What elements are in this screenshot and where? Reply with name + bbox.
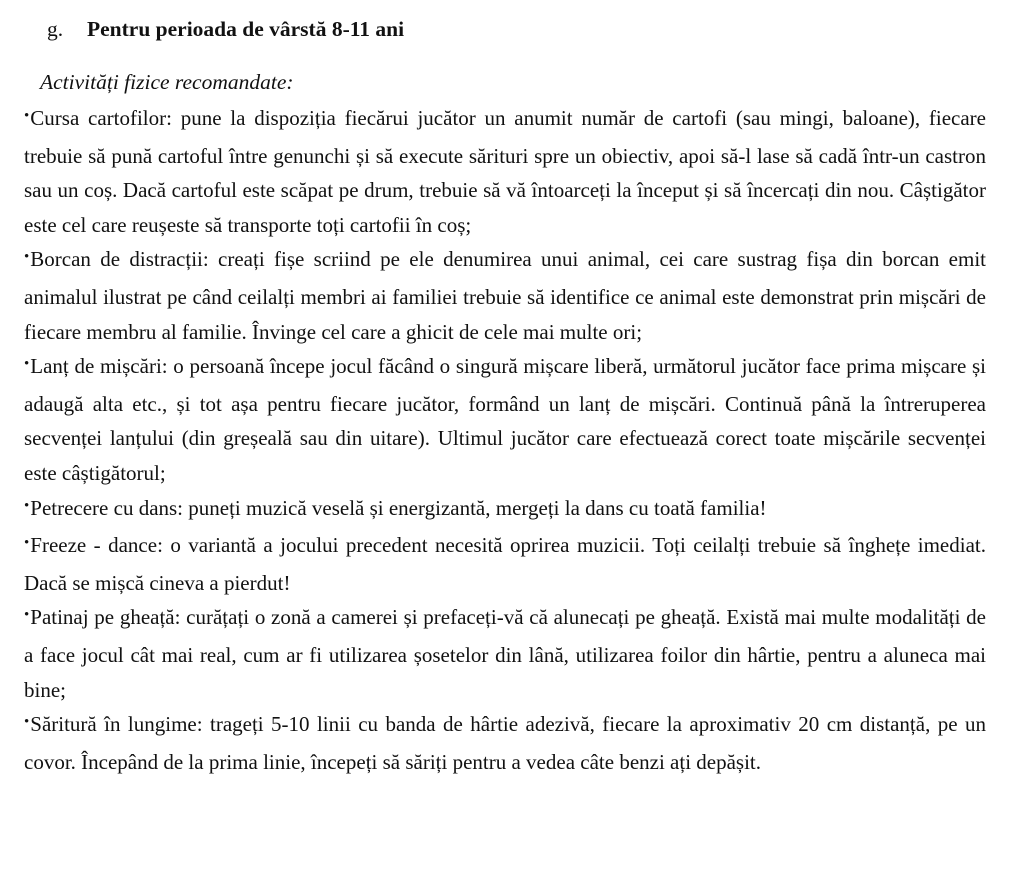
activity-item <box>24 349 986 490</box>
bullet-icon: • <box>24 607 30 624</box>
activity-item <box>24 600 986 707</box>
bullet-icon: • <box>24 535 30 552</box>
activity-text: Borcan de distracții: creați fișe scriind pe ele denumirea unui animal, cei care sustrag fișa din borcan emit animalul ilustrat pe când ceilalți membri ai familiei trebuie să identifice ce animal este demonstrat prin mișcări de fiecare membru al familie. Învinge cel care a ghicit de cele mai multe ori; <box>24 247 986 344</box>
activity-text: Patinaj pe gheață: curățați o zonă a camerei și prefaceți-vă că alunecați pe gheață. Există mai multe modalități de a face jocul cât mai real, cum ar fi utilizarea șosetelor din lână, utilizarea foilor din hârtie, pentru a aluneca mai bine; <box>24 605 986 702</box>
activity-text: Petrecere cu dans: puneți muzică veselă și energizantă, mergeți la dans cu toată familia! <box>30 495 767 520</box>
activity-item <box>24 491 986 529</box>
activity-item <box>24 242 986 349</box>
activity-item <box>24 101 986 242</box>
section-title: Pentru perioada de vârstă 8-11 ani <box>87 17 405 41</box>
bullet-icon: • <box>24 249 30 266</box>
activity-text: Lanț de mișcări: o persoană începe jocul făcând o singură mișcare liberă, următorul jucător face prima mișcare și adaugă alta etc., și tot așa pentru fiecare jucător, formând un lanț de mișcări. Continuă până la întreruperea secvenței lanțului (din greșeală sau din uitare). Ultimul jucător care efectuează corect toate mișcările secvenței este câștigătorul; <box>24 354 986 485</box>
bullet-icon: • <box>24 714 30 731</box>
activity-text: Cursa cartofilor: pune la dispoziția fiecărui jucător un anumit număr de cartofi (sau mingi, baloane), fiecare trebuie să pună cartoful între genunchi și să execute sărituri spre un obiectiv, apoi să-l lase să cadă într-un castron sau un coș. Dacă cartoful este scăpat pe drum, trebuie să vă întoarceți la început și să încercați din nou. Câștigător este cel care reușeste să transporte toți cartofii în coș; <box>24 106 986 237</box>
section-subtitle: Activități fizice recomandate: <box>40 70 294 94</box>
bullet-icon: • <box>24 108 30 124</box>
activity-item <box>24 707 986 779</box>
activity-list <box>24 101 986 779</box>
activity-text: Săritură în lungime: trageți 5-10 linii cu banda de hârtie adezivă, fiecare la aproximativ 20 cm distanță, pe un covor. Începând de la prima linie, începeți să săriți pentru a vedea câte benzi ați depășit. <box>24 712 986 774</box>
activity-item <box>24 528 986 600</box>
bullet-icon: • <box>24 356 30 373</box>
activity-text: Freeze - dance: o variantă a jocului precedent necesită oprirea muzicii. Toți ceilalți trebuie să înghețe imediat. Dacă se mișcă cineva a pierdut! <box>24 533 986 595</box>
bullet-icon: • <box>24 497 30 514</box>
section-marker: g. <box>47 17 64 41</box>
section-heading <box>47 14 404 44</box>
